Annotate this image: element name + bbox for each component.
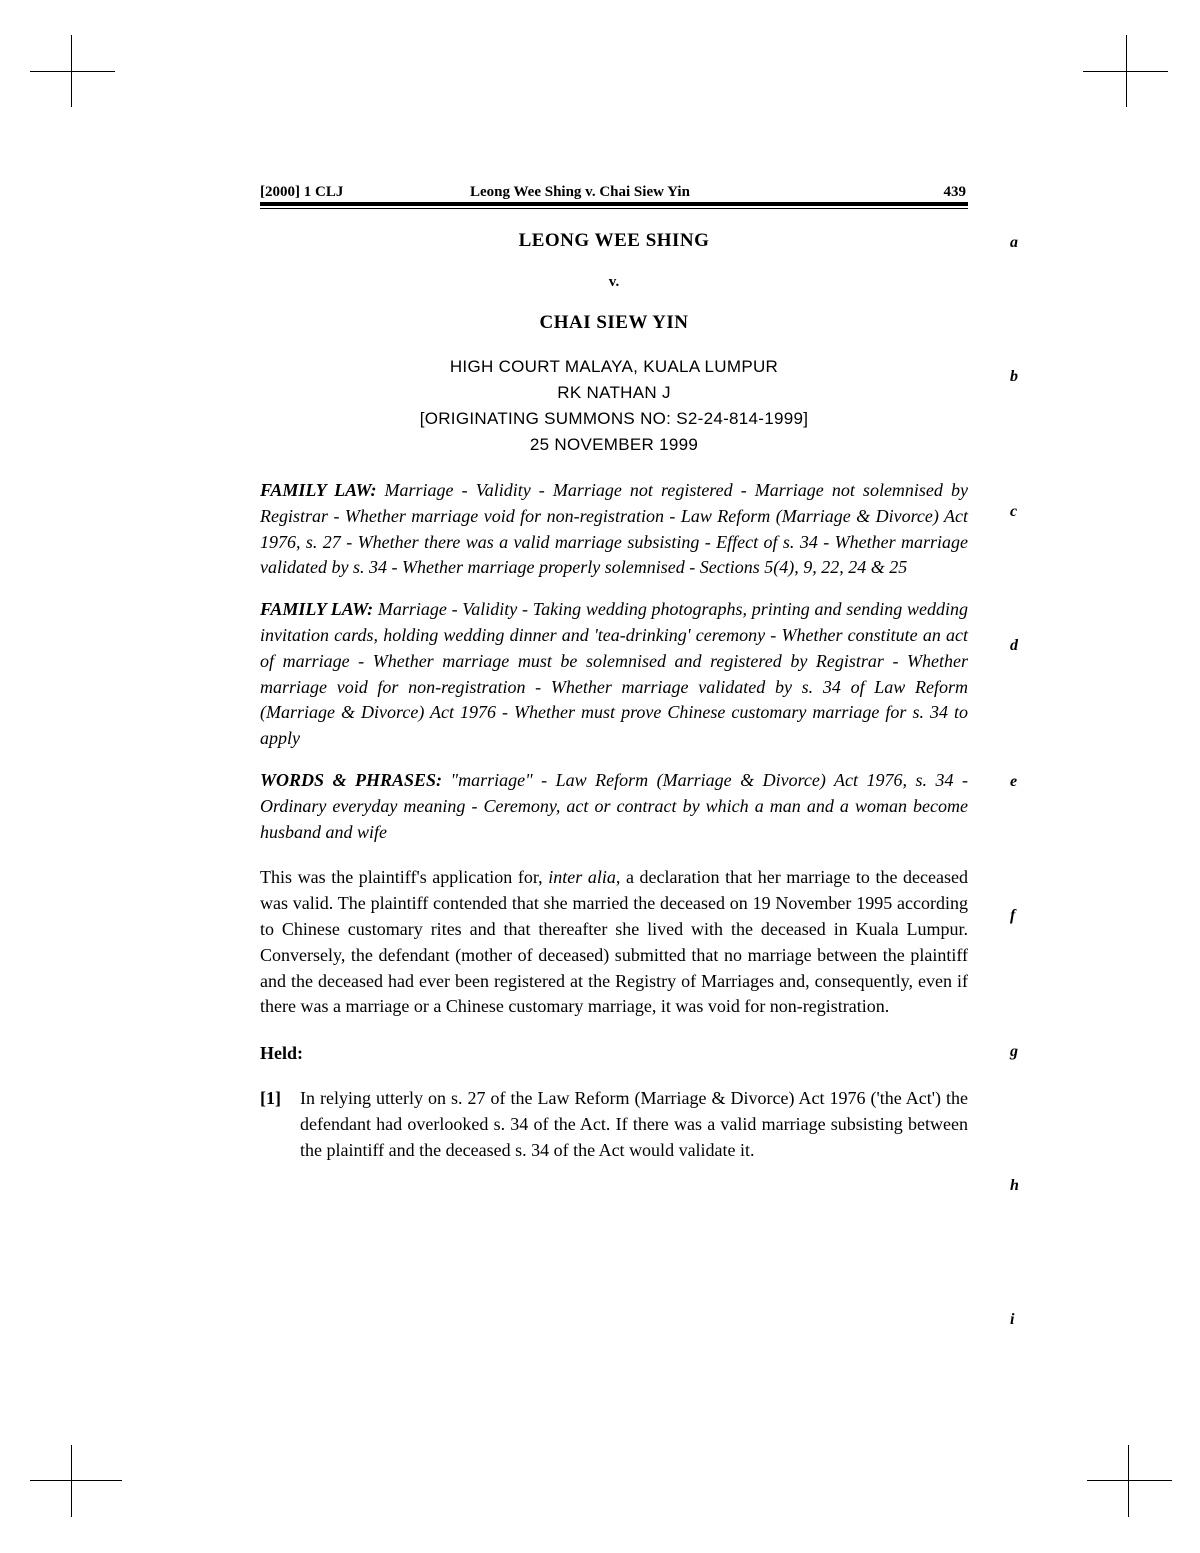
catchword-paragraph (260, 478, 968, 581)
holding-item (260, 1086, 968, 1163)
summons-number: [ORIGINATING SUMMONS NO: S2-24-814-1999] (419, 409, 809, 428)
crop-mark (1128, 1445, 1129, 1517)
margin-letter: c (1010, 503, 1018, 520)
crop-mark (1126, 35, 1127, 107)
header-running-title: Leong Wee Shing v. Chai Siew Yin (470, 184, 690, 200)
catchword-text: Marriage - Validity - Marriage not registered - Marriage not solemnised by Registrar - Whether marriage void for non-registration - Law Reform (Marriage & Divorce) Act 1976, s. 27 - Whether there was a valid marriage subsisting - Effect of s. 34 - Whether marriage validated by s. 34 - Whether marriage properly solemnised - Sections 5(4), 9, 22, 24 & 25 (260, 480, 968, 578)
crop-mark (71, 1445, 72, 1517)
crop-mark (30, 71, 115, 72)
margin-letter: d (1010, 637, 1018, 654)
document-body (260, 226, 968, 1164)
held-label: Held: (260, 1043, 303, 1064)
crop-mark (1087, 1480, 1172, 1481)
plaintiff-name: LEONG WEE SHING (518, 230, 710, 251)
margin-letter: g (1010, 1043, 1018, 1060)
margin-letter: b (1010, 368, 1018, 385)
margin-letter: i (1010, 1311, 1015, 1328)
header-page-number: 439 (943, 184, 966, 200)
crop-mark (71, 35, 72, 107)
judge-name: RK NATHAN J (557, 383, 671, 402)
judgment-date: 25 NOVEMBER 1999 (529, 435, 699, 454)
versus-label: v. (608, 274, 620, 290)
margin-letter: e (1010, 773, 1018, 790)
header-rule-thick (260, 202, 968, 206)
holding-number: [1] (260, 1088, 281, 1109)
header-rule-thin (260, 208, 968, 209)
catchword-paragraph (260, 768, 968, 845)
margin-letter: h (1010, 1177, 1019, 1194)
summary-text: , a declaration that her marriage to the deceased was valid. The plaintiff contended that she married the deceased on 19 November 1995 according to Chinese customary rites and that thereafter she lived with the deceased in Kuala Lumpur. Conversely, the defendant (mother of deceased) submitted that no marriage between the plaintiff and the deceased had ever been registered at the Registry of Marriages and, consequently, even if there was a marriage or a Chinese customary marriage, it was void for non-registration. (260, 867, 968, 1017)
catchword-heading: FAMILY LAW: (260, 480, 377, 500)
court-name: HIGH COURT MALAYA, KUALA LUMPUR (449, 357, 779, 376)
summary-text: This was the plaintiff's application for, (260, 867, 549, 888)
catchword-heading: WORDS & PHRASES: (260, 769, 443, 790)
running-header (260, 180, 968, 204)
margin-letter: f (1010, 907, 1016, 924)
catchword-text: "marriage" - Law Reform (Marriage & Divorce) Act 1976, s. 34 - Ordinary everyday meaning - Ceremony, act or contract by which a man and a woman become husband and wife (260, 769, 968, 842)
case-summary (260, 865, 968, 1020)
catchword-heading: FAMILY LAW: (260, 599, 374, 620)
margin-letter: a (1010, 234, 1018, 251)
crop-mark (30, 1480, 122, 1481)
defendant-name: CHAI SIEW YIN (539, 312, 689, 333)
summary-italic: inter alia (548, 867, 616, 888)
holding-text: In relying utterly on s. 27 of the Law Reform (Marriage & Divorce) Act 1976 ('the Act') the defendant had overlooked s. 34 of the Act. If there was a valid marriage subsisting between the plaintiff and the deceased s. 34 of the Act would validate it. (300, 1088, 968, 1160)
header-citation: [2000] 1 CLJ (260, 184, 344, 200)
catchword-paragraph (260, 597, 968, 752)
catchword-text: Marriage - Validity - Taking wedding photographs, printing and sending wedding invitation cards, holding wedding dinner and 'tea-drinking' ceremony - Whether constitute an act of marriage - Whether marriage must be solemnised and registered by Registrar - Whether marriage void for non-registration - Whether marriage validated by s. 34 of Law Reform (Marriage & Divorce) Act 1976 - Whether must prove Chinese customary marriage for s. 34 to apply (260, 599, 968, 749)
court-details (260, 354, 968, 458)
